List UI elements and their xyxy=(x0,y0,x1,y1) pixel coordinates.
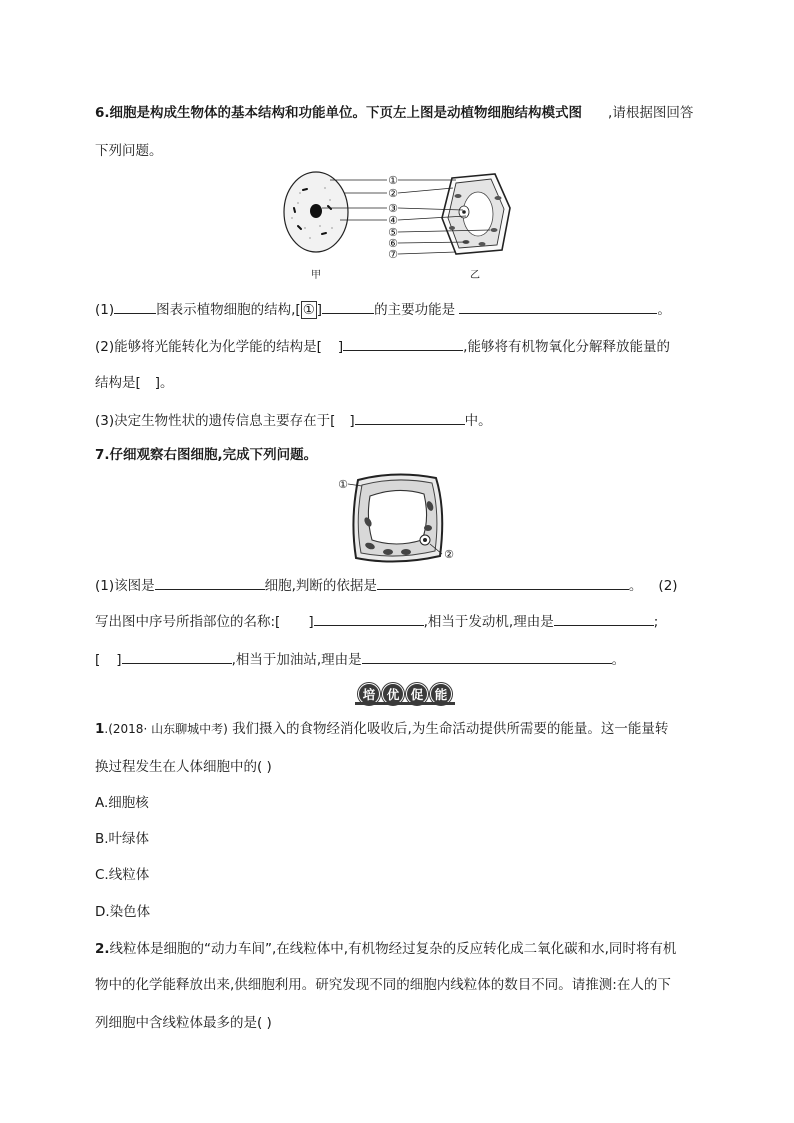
q6-p1-blank1[interactable] xyxy=(114,300,156,314)
q7-p3-d: 。 xyxy=(611,652,626,668)
e1-stem-line1 xyxy=(95,720,668,738)
q6-stem-line2: 下列问题。 xyxy=(95,143,163,159)
q6-stem-line1 xyxy=(95,104,693,122)
section-banner xyxy=(355,683,455,705)
q6-p2-line2-end: ]。 xyxy=(154,375,174,391)
q6-p1-e: 的主要功能是 xyxy=(374,302,456,318)
e2-stem-text1: 线粒体是细胞的“动力车间”,在线粒体中,有机物经过复杂的反应转化成二氧化碳和水,同时将有机 xyxy=(109,941,677,957)
fig-num-3: ③ xyxy=(388,202,398,215)
fig-num-5: ⑤ xyxy=(388,226,398,239)
q6-p1-blank2[interactable] xyxy=(322,300,374,314)
q7-part1 xyxy=(95,576,678,595)
q6-p1-blank3[interactable] xyxy=(459,300,657,314)
q6-p2-a: (2)能够将光能转化为化学能的结构是[ xyxy=(95,339,322,355)
q6-part3 xyxy=(95,411,492,430)
q7-p2-a: 写出图中序号所指部位的名称:[ xyxy=(95,614,281,630)
e2-stem-line2: 物中的化学能释放出来,供细胞利用。研究发现不同的细胞内线粒体的数目不同。请推测:在人的下 xyxy=(95,977,671,993)
q6-cell-figure xyxy=(270,168,530,286)
q6-p2-c: ,能够将有机物氧化分解释放能量的 xyxy=(463,339,670,355)
q6-part2-line2 xyxy=(95,374,174,392)
q7-p3-blank2[interactable] xyxy=(362,650,612,664)
q6-p3-a: (3)决定生物性状的遗传信息主要存在于[ xyxy=(95,413,336,429)
e1-stem-line2: 换过程发生在人体细胞中的( ) xyxy=(95,759,272,775)
q7-fig-num-1: ① xyxy=(338,478,348,491)
q7-stem: 7.仔细观察右图细胞,完成下列问题。 xyxy=(95,447,318,463)
q7-p1-d: (2) xyxy=(658,578,678,594)
q7-p2-b: ] xyxy=(308,614,314,630)
q6-p2-line2-a: 结构是[ xyxy=(95,375,141,391)
banner-char-1: 培 xyxy=(358,683,380,705)
q6-p2-blank1[interactable] xyxy=(343,337,463,351)
q7-p1-c: 。 xyxy=(628,578,643,594)
q6-p1-d: ] xyxy=(316,302,323,318)
q6-p3-c: 中。 xyxy=(464,413,492,429)
fig-num-7: ⑦ xyxy=(388,248,398,261)
q6-stem-text: 6.细胞是构成生物体的基本结构和功能单位。下页左上图是动植物细胞结构模式图 xyxy=(95,105,583,121)
q7-p3-blank1[interactable] xyxy=(122,650,232,664)
q6-p2-b: ] xyxy=(337,339,344,355)
q7-p1-blank2[interactable] xyxy=(377,576,629,590)
e1-option-a[interactable]: A.细胞核 xyxy=(95,795,149,811)
fig-label-right: 乙 xyxy=(470,270,480,281)
q6-p3-blank[interactable] xyxy=(355,411,465,425)
fig-num-6: ⑥ xyxy=(388,237,398,250)
q7-p1-b: 细胞,判断的依据是 xyxy=(264,578,377,594)
fig-num-2: ② xyxy=(388,187,398,200)
e1-source: .(2018· 山东聊城中考) xyxy=(104,722,228,736)
q7-p2-blank1[interactable] xyxy=(314,612,424,626)
q6-part2 xyxy=(95,337,670,356)
q6-part1 xyxy=(95,300,671,319)
banner-char-3: 促 xyxy=(406,683,428,705)
q7-fig-num-2: ② xyxy=(444,548,454,561)
e1-option-d[interactable]: D.染色体 xyxy=(95,904,151,920)
fig-label-left: 甲 xyxy=(311,270,321,281)
q7-p2-d: ; xyxy=(653,614,659,630)
q6-p1-b: 图表示植物细胞的结构,[ xyxy=(156,302,301,318)
q6-p3-b: ] xyxy=(349,413,355,429)
q7-cell-figure xyxy=(336,470,466,570)
q7-part2 xyxy=(95,612,658,631)
e1-option-b[interactable]: B.叶绿体 xyxy=(95,831,150,847)
animal-cell-drawing xyxy=(284,172,348,252)
q6-p1-f: 。 xyxy=(657,302,671,318)
e1-option-c[interactable]: C.线粒体 xyxy=(95,867,150,883)
fig-num-4: ④ xyxy=(388,214,398,227)
q6-p1-a: (1) xyxy=(95,302,115,318)
q7-p3-b: ] xyxy=(116,652,122,668)
q7-part3 xyxy=(95,650,625,669)
q7-p1-blank1[interactable] xyxy=(155,576,265,590)
q6-stem-end: ,请根据图回答 xyxy=(608,105,694,121)
e1-stem-text: 我们摄入的食物经消化吸收后,为生命活动提供所需要的能量。这一能量转 xyxy=(232,721,669,737)
q6-p1-circled: ① xyxy=(302,302,315,318)
q7-p3-a: [ xyxy=(95,652,101,668)
e1-number: 1 xyxy=(95,721,105,737)
q7-p2-c: ,相当于发动机,理由是 xyxy=(423,614,554,630)
e2-stem-line3: 列细胞中含线粒体最多的是( ) xyxy=(95,1015,272,1031)
e2-number: 2. xyxy=(95,941,110,957)
fig-num-1: ① xyxy=(388,174,398,187)
banner-char-4: 能 xyxy=(430,683,452,705)
q7-p3-c: ,相当于加油站,理由是 xyxy=(231,652,362,668)
q7-p2-blank2[interactable] xyxy=(554,612,654,626)
q7-p1-a: (1)该图是 xyxy=(95,578,155,594)
q7-plant-cell-drawing xyxy=(353,474,442,561)
banner-char-2: 优 xyxy=(382,683,404,705)
e2-stem-line1 xyxy=(95,940,676,958)
